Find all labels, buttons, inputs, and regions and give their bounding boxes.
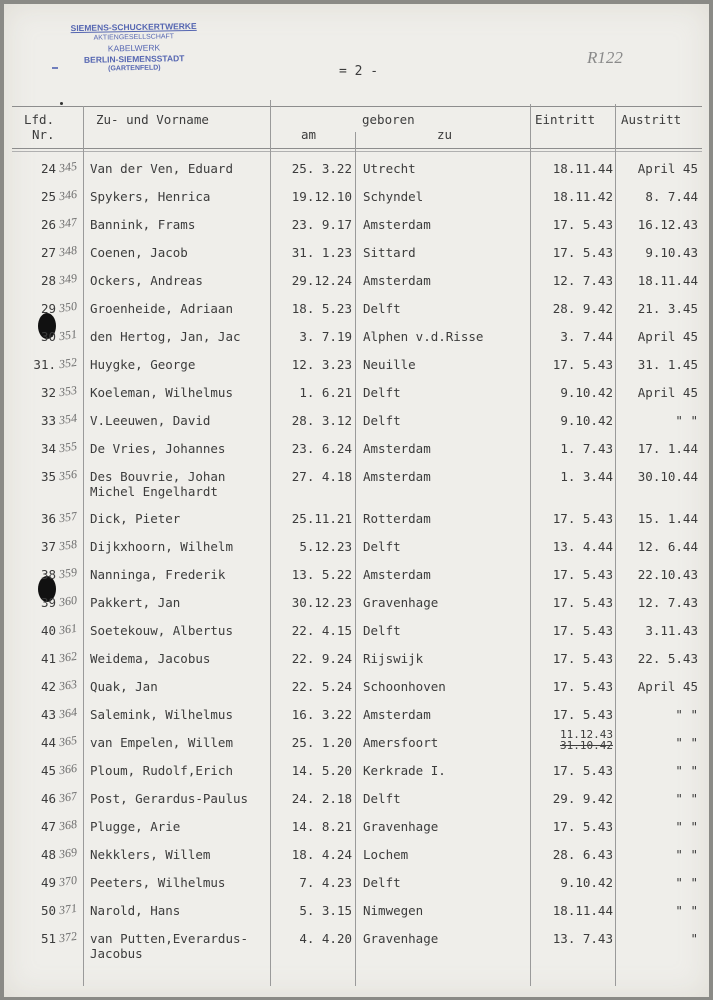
cell-hand: 365 xyxy=(58,732,78,750)
cell-nr: 24 xyxy=(40,161,56,176)
cell-zu: Delft xyxy=(363,791,401,806)
cell-hand: 361 xyxy=(58,620,78,638)
cell-nr: 29 xyxy=(40,301,56,316)
cell-am: 14. 8.21 xyxy=(291,819,352,834)
cell-am: 18. 5.23 xyxy=(291,301,352,316)
cell-am: 30.12.23 xyxy=(291,595,352,610)
cell-name: Ockers, Andreas xyxy=(90,273,203,288)
header-am: am xyxy=(301,127,317,142)
cell-nr: 42 xyxy=(40,679,56,694)
cell-zu: Rotterdam xyxy=(363,511,431,526)
cell-hand: 350 xyxy=(58,298,78,316)
header-geboren: geboren xyxy=(362,112,415,127)
cell-zu: Delft xyxy=(363,539,401,554)
cell-am: 31. 1.23 xyxy=(291,245,352,260)
cell-am: 25. 1.20 xyxy=(291,735,352,750)
cell-zu: Gravenhage xyxy=(363,819,439,834)
cell-zu: Schyndel xyxy=(363,189,424,204)
header-lfd: Lfd. xyxy=(24,112,55,127)
cell-eintritt: 17. 5.43 xyxy=(552,567,613,582)
cell-eintritt: 9.10.42 xyxy=(560,413,613,428)
cell-austritt: 30.10.44 xyxy=(637,469,698,484)
cell-name: Van der Ven, Eduard xyxy=(90,161,233,176)
cell-austritt: " " xyxy=(675,413,698,428)
cell-am: 25.11.21 xyxy=(291,511,352,526)
cell-eintritt: 17. 5.43 xyxy=(552,707,613,722)
column-rule xyxy=(530,104,531,986)
cell-hand: 355 xyxy=(58,438,78,456)
cell-hand: 348 xyxy=(58,242,78,260)
cell-zu: Amsterdam xyxy=(363,273,431,288)
cell-name: Koeleman, Wilhelmus xyxy=(90,385,233,400)
cell-hand: 369 xyxy=(58,844,78,862)
cell-zu: Amsterdam xyxy=(363,217,431,232)
cell-zu: Gravenhage xyxy=(363,931,439,946)
cell-eintritt: 9.10.42 xyxy=(560,385,613,400)
cell-am: 13. 5.22 xyxy=(291,567,352,582)
cell-hand: 346 xyxy=(58,186,78,204)
cell-am: 27. 4.18 xyxy=(291,469,352,484)
cell-name: Narold, Hans xyxy=(90,903,181,918)
cell-am: 1. 6.21 xyxy=(299,385,352,400)
cell-name: Weidema, Jacobus xyxy=(90,651,211,666)
cell-hand: 370 xyxy=(58,872,78,890)
cell-nr: 49 xyxy=(40,875,56,890)
cell-eintritt: 17. 5.43 xyxy=(552,763,613,778)
cell-name: van Empelen, Willem xyxy=(90,735,233,750)
cell-nr: 41 xyxy=(40,651,56,666)
cell-nr: 38 xyxy=(40,567,56,582)
cell-austritt: 31. 1.45 xyxy=(637,357,698,372)
cell-eintritt: 17. 5.43 xyxy=(552,623,613,638)
company-stamp xyxy=(64,21,205,76)
cell-eintritt: 13. 7.43 xyxy=(552,931,613,946)
cell-am: 5.12.23 xyxy=(299,539,352,554)
column-rule xyxy=(270,100,271,986)
cell-nr: 30 xyxy=(40,329,56,344)
cell-name: Bannink, Frams xyxy=(90,217,196,232)
cell-hand: 372 xyxy=(58,928,78,946)
cell-nr: 34 xyxy=(40,441,56,456)
cell-zu: Kerkrade I. xyxy=(363,763,446,778)
ink-dot xyxy=(60,102,63,105)
cell-nr: 27 xyxy=(40,245,56,260)
cell-am: 23. 9.17 xyxy=(291,217,352,232)
cell-am: 22. 5.24 xyxy=(291,679,352,694)
cell-eintritt: 17. 5.43 xyxy=(552,679,613,694)
cell-hand: 356 xyxy=(58,466,78,484)
cell-zu: Delft xyxy=(363,301,401,316)
cell-eintritt: 17. 5.43 xyxy=(552,651,613,666)
cell-austritt: April 45 xyxy=(637,329,698,344)
cell-am: 29.12.24 xyxy=(291,273,352,288)
cell-name: Pakkert, Jan xyxy=(90,595,181,610)
cell-eintritt: 17. 5.43 xyxy=(552,819,613,834)
cell-nr: 39 xyxy=(40,595,56,610)
cell-name: Soetekouw, Albertus xyxy=(90,623,233,638)
cell-nr: 40 xyxy=(40,623,56,638)
cell-zu: Utrecht xyxy=(363,161,416,176)
cell-am: 22. 9.24 xyxy=(291,651,352,666)
cell-eintritt: 17. 5.43 xyxy=(552,357,613,372)
cell-eintritt: 17. 5.43 xyxy=(552,245,613,260)
cell-hand: 351 xyxy=(58,326,78,344)
header-austritt: Austritt xyxy=(621,112,682,127)
cell-name: Peeters, Wilhelmus xyxy=(90,875,226,890)
cell-austritt: 16.12.43 xyxy=(637,217,698,232)
column-rule xyxy=(355,132,356,986)
cell-nr: 44 xyxy=(40,735,56,750)
cell-eintritt: 18.11.44 xyxy=(552,903,613,918)
table-top-rule xyxy=(12,106,702,107)
cell-hand: 362 xyxy=(58,648,78,666)
cell-nr: 46 xyxy=(40,791,56,806)
cell-hand: 347 xyxy=(58,214,78,232)
header-nr: Nr. xyxy=(32,127,55,142)
cell-austritt: " " xyxy=(675,903,698,918)
cell-hand: 366 xyxy=(58,760,78,778)
stamp-line: SIEMENS-SCHUCKERTWERKE xyxy=(70,20,197,34)
cell-hand: 354 xyxy=(58,410,78,428)
cell-hand: 371 xyxy=(58,900,78,918)
cell-hand: 352 xyxy=(58,354,78,372)
cell-name: Plugge, Arie xyxy=(90,819,181,834)
cell-am: 18. 4.24 xyxy=(291,847,352,862)
cell-zu: Neuille xyxy=(363,357,416,372)
cell-nr: 28 xyxy=(40,273,56,288)
cell-name: V.Leeuwen, David xyxy=(90,413,211,428)
cell-austritt: 9.10.43 xyxy=(645,245,698,260)
cell-name: Huygke, George xyxy=(90,357,196,372)
cell-name: Ploum, Rudolf,Erich xyxy=(90,763,233,778)
cell-nr: 33 xyxy=(40,413,56,428)
cell-eintritt: 17. 5.43 xyxy=(552,595,613,610)
cell-zu: Alphen v.d.Risse xyxy=(363,329,484,344)
cell-zu: Sittard xyxy=(363,245,416,260)
cell-zu: Lochem xyxy=(363,847,409,862)
stamp-mark xyxy=(52,67,58,69)
cell-nr: 51 xyxy=(40,931,56,946)
cell-am: 24. 2.18 xyxy=(291,791,352,806)
cell-nr: 50 xyxy=(40,903,56,918)
cell-name: Michel Engelhardt xyxy=(90,484,218,499)
cell-eintritt: 1. 7.43 xyxy=(560,441,613,456)
cell-austritt: 15. 1.44 xyxy=(637,511,698,526)
document-page xyxy=(4,4,709,997)
cell-hand: 367 xyxy=(58,788,78,806)
cell-am: 5. 3.15 xyxy=(299,903,352,918)
cell-name: Groenheide, Adriaan xyxy=(90,301,233,316)
cell-hand: 359 xyxy=(58,564,78,582)
cell-austritt: 12. 6.44 xyxy=(637,539,698,554)
cell-austritt: April 45 xyxy=(637,679,698,694)
cell-eintritt: 31.10.42 xyxy=(560,739,613,752)
page-number: = 2 - xyxy=(339,64,379,79)
cell-austritt: 22.10.43 xyxy=(637,567,698,582)
cell-nr: 35 xyxy=(40,469,56,484)
cell-eintritt: 28. 6.43 xyxy=(552,847,613,862)
cell-austritt: " " xyxy=(675,763,698,778)
cell-austritt: 18.11.44 xyxy=(637,273,698,288)
cell-austritt: 17. 1.44 xyxy=(637,441,698,456)
header-name: Zu- und Vorname xyxy=(96,112,209,127)
cell-austritt: 8. 7.44 xyxy=(645,189,698,204)
cell-nr: 45 xyxy=(40,763,56,778)
cell-nr: 31. xyxy=(33,357,56,372)
cell-hand: 349 xyxy=(58,270,78,288)
cell-am: 19.12.10 xyxy=(291,189,352,204)
cell-eintritt: 1. 3.44 xyxy=(560,469,613,484)
cell-zu: Amsterdam xyxy=(363,469,431,484)
cell-hand: 360 xyxy=(58,592,78,610)
cell-austritt: " " xyxy=(675,707,698,722)
cell-name: Salemink, Wilhelmus xyxy=(90,707,233,722)
cell-eintritt: 29. 9.42 xyxy=(552,791,613,806)
column-rule xyxy=(83,106,84,986)
cell-hand: 357 xyxy=(58,508,78,526)
cell-eintritt: 17. 5.43 xyxy=(552,511,613,526)
cell-austritt: " " xyxy=(675,875,698,890)
cell-austritt: " " xyxy=(675,819,698,834)
cell-am: 25. 3.22 xyxy=(291,161,352,176)
cell-zu: Amsterdam xyxy=(363,567,431,582)
cell-name: Nanninga, Frederik xyxy=(90,567,226,582)
cell-zu: Amsterdam xyxy=(363,707,431,722)
cell-zu: Nimwegen xyxy=(363,903,424,918)
stamp-line: (GARTENFELD) xyxy=(108,64,161,73)
cell-austritt: " " xyxy=(675,847,698,862)
cell-am: 12. 3.23 xyxy=(291,357,352,372)
cell-eintritt: 18.11.42 xyxy=(552,189,613,204)
stamp-line: KABELWERK xyxy=(107,42,161,54)
cell-austritt: " " xyxy=(675,791,698,806)
cell-nr: 25 xyxy=(40,189,56,204)
cell-hand: 364 xyxy=(58,704,78,722)
cell-hand: 345 xyxy=(58,158,78,176)
cell-nr: 43 xyxy=(40,707,56,722)
header-eintritt: Eintritt xyxy=(535,112,596,127)
cell-hand: 353 xyxy=(58,382,78,400)
header-bottom-rule-2 xyxy=(12,151,702,152)
cell-eintritt: 18.11.44 xyxy=(552,161,613,176)
cell-am: 14. 5.20 xyxy=(291,763,352,778)
cell-nr: 36 xyxy=(40,511,56,526)
header-zu: zu xyxy=(437,127,453,142)
cell-name: Spykers, Henrica xyxy=(90,189,211,204)
cell-nr: 37 xyxy=(40,539,56,554)
stamp-line: BERLIN-SIEMENSSTADT xyxy=(83,52,185,65)
cell-austritt: 3.11.43 xyxy=(645,623,698,638)
cell-name: den Hertog, Jan, Jac xyxy=(90,329,241,344)
cell-eintritt: 11.12.43 xyxy=(560,728,613,741)
cell-am: 23. 6.24 xyxy=(291,441,352,456)
cell-eintritt: 28. 9.42 xyxy=(552,301,613,316)
cell-am: 22. 4.15 xyxy=(291,623,352,638)
cell-zu: Delft xyxy=(363,413,401,428)
cell-name: De Vries, Johannes xyxy=(90,441,226,456)
cell-name: van Putten,Everardus- xyxy=(90,931,249,946)
cell-am: 28. 3.12 xyxy=(291,413,352,428)
cell-name: Dick, Pieter xyxy=(90,511,181,526)
cell-austritt: April 45 xyxy=(637,161,698,176)
cell-zu: Rijswijk xyxy=(363,651,424,666)
column-rule xyxy=(615,104,616,986)
cell-austritt: 21. 3.45 xyxy=(637,301,698,316)
cell-hand: 368 xyxy=(58,816,78,834)
cell-name: Quak, Jan xyxy=(90,679,158,694)
cell-zu: Amsterdam xyxy=(363,441,431,456)
cell-zu: Amersfoort xyxy=(363,735,439,750)
cell-nr: 47 xyxy=(40,819,56,834)
cell-name: Nekklers, Willem xyxy=(90,847,211,862)
cell-name: Des Bouvrie, Johan xyxy=(90,469,226,484)
cell-eintritt: 12. 7.43 xyxy=(552,273,613,288)
cell-name: Post, Gerardus-Paulus xyxy=(90,791,249,806)
cell-austritt: 22. 5.43 xyxy=(637,651,698,666)
cell-nr: 48 xyxy=(40,847,56,862)
cell-am: 3. 7.19 xyxy=(299,329,352,344)
handwritten-reference: R122 xyxy=(587,48,623,67)
cell-name: Coenen, Jacob xyxy=(90,245,188,260)
cell-eintritt: 13. 4.44 xyxy=(552,539,613,554)
cell-name: Jacobus xyxy=(90,946,143,961)
header-bottom-rule xyxy=(12,148,702,149)
cell-am: 4. 4.20 xyxy=(299,931,352,946)
cell-am: 7. 4.23 xyxy=(299,875,352,890)
cell-eintritt: 17. 5.43 xyxy=(552,217,613,232)
cell-eintritt: 9.10.42 xyxy=(560,875,613,890)
cell-nr: 26 xyxy=(40,217,56,232)
cell-austritt: April 45 xyxy=(637,385,698,400)
cell-hand: 358 xyxy=(58,536,78,554)
cell-austritt: " xyxy=(690,931,698,946)
cell-hand: 363 xyxy=(58,676,78,694)
cell-name: Dijkxhoorn, Wilhelm xyxy=(90,539,233,554)
cell-austritt: 12. 7.43 xyxy=(637,595,698,610)
cell-zu: Gravenhage xyxy=(363,595,439,610)
cell-zu: Delft xyxy=(363,623,401,638)
cell-zu: Schoonhoven xyxy=(363,679,446,694)
cell-austritt: " " xyxy=(675,735,698,750)
cell-eintritt: 3. 7.44 xyxy=(560,329,613,344)
stamp-line: AKTIENGESELLSCHAFT xyxy=(93,32,175,42)
cell-zu: Delft xyxy=(363,875,401,890)
cell-zu: Delft xyxy=(363,385,401,400)
cell-nr: 32 xyxy=(40,385,56,400)
cell-am: 16. 3.22 xyxy=(291,707,352,722)
